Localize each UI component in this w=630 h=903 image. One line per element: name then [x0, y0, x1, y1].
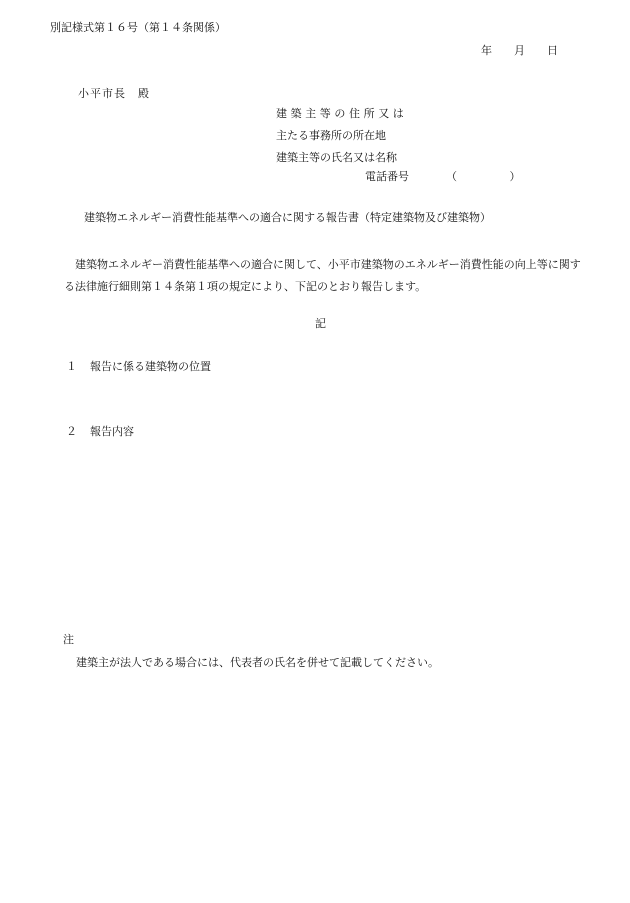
note-text: 建築主が法人である場合には、代表者の氏名を併せて記載してください。 [76, 656, 439, 669]
phone-close-paren: ） [509, 170, 521, 183]
applicant-office-label: 主たる事務所の所在地 [276, 129, 386, 142]
applicant-block [276, 108, 407, 174]
applicant-address-label: 建築主等の住所又は [276, 107, 408, 120]
item-label: 報告内容 [90, 425, 134, 438]
form-number: 別記様式第１６号（第１４条関係） [50, 21, 226, 34]
item-contents [66, 426, 134, 437]
applicant-name-label: 建築主等の氏名又は名称 [276, 151, 397, 164]
date-line [481, 45, 558, 56]
date-month-label: 月 [514, 44, 525, 57]
phone-label: 電話番号 [365, 170, 409, 183]
phone-open-paren: （ [446, 170, 457, 183]
date-year-label: 年 [481, 44, 492, 57]
item-number: ２ [66, 425, 77, 438]
body-paragraph: 建築物エネルギー消費性能基準への適合に関して、小平市建築物のエネルギー消費性能の向上等に関する法律施行細則第１４条第１項の規定により、下記のとおり報告します。 [64, 258, 581, 293]
addressee: 小平市長 殿 [78, 87, 150, 100]
document-title: 建築物エネルギー消費性能基準への適合に関する報告書（特定建築物及び建築物） [84, 211, 491, 224]
item-label: 報告に係る建築物の位置 [90, 360, 211, 373]
note-label: 注 [63, 633, 74, 646]
item-number: １ [66, 360, 77, 373]
phone-row [365, 171, 521, 182]
item-location [66, 361, 211, 372]
ki-heading: 記 [315, 317, 326, 330]
date-day-label: 日 [547, 44, 558, 57]
